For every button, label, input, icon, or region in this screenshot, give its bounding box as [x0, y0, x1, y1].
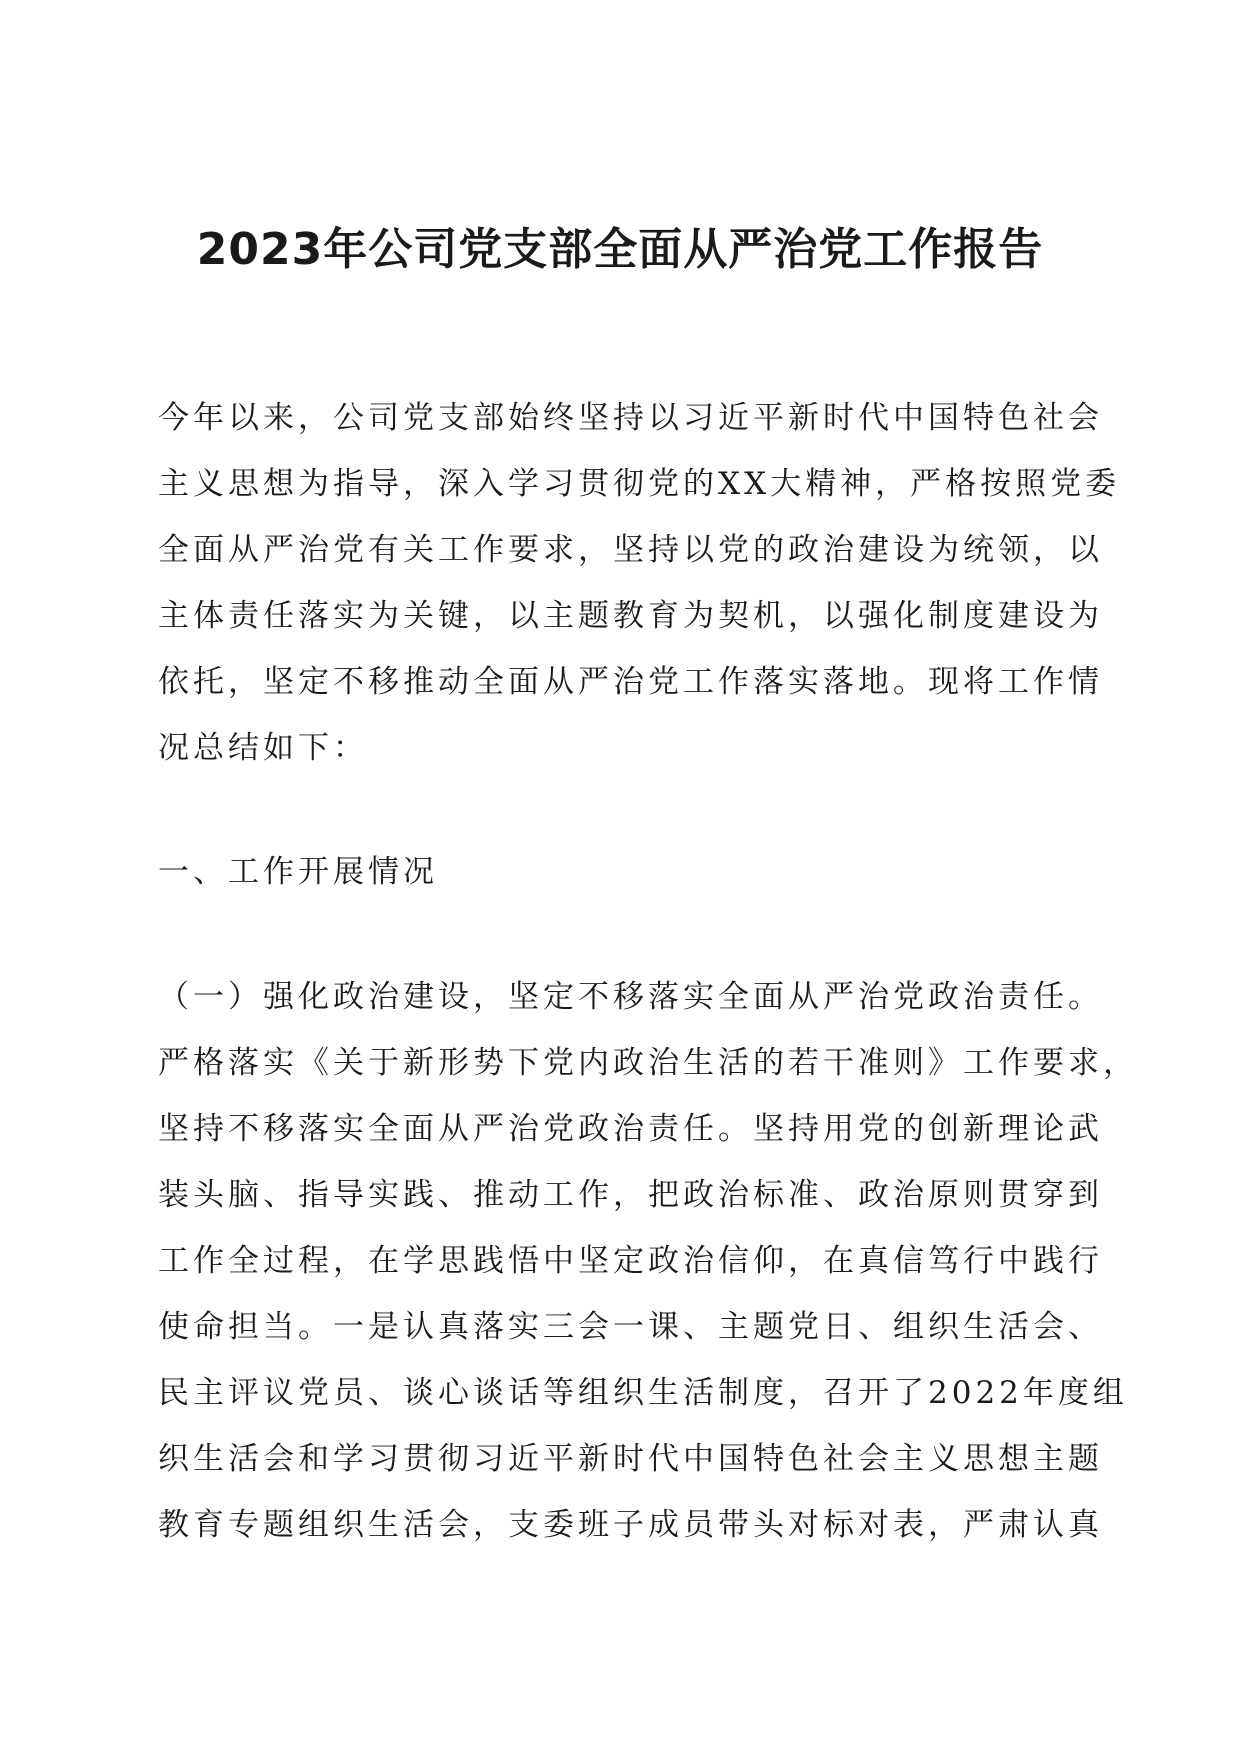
body-line: （一）强化政治建设，坚定不移落实全面从严治党政治责任。: [158, 979, 1103, 1015]
intro-line: 主体责任落实为关键，以主题教育为契机，以强化制度建设为: [158, 598, 1103, 634]
intro-line: 依托，坚定不移推动全面从严治党工作落实落地。现将工作情: [158, 664, 1103, 700]
body-line: 教育专题组织生活会，支委班子成员带头对标对表，严肃认真: [158, 1507, 1103, 1543]
intro-line: 况总结如下：: [158, 730, 368, 766]
body-line: 坚持不移落实全面从严治党政治责任。坚持用党的创新理论武: [158, 1111, 1103, 1147]
document-title: 2023年公司党支部全面从严治党工作报告: [196, 224, 1044, 275]
intro-line: 全面从严治党有关工作要求，坚持以党的政治建设为统领，以: [158, 532, 1103, 568]
body-line: 织生活会和学习贯彻习近平新时代中国特色社会主义思想主题: [158, 1441, 1103, 1477]
body-line: 装头脑、指导实践、推动工作，把政治标准、政治原则贯穿到: [158, 1177, 1103, 1213]
section-heading: 一、工作开展情况: [158, 854, 438, 890]
body-line: 使命担当。一是认真落实三会一课、主题党日、组织生活会、: [158, 1309, 1103, 1345]
body-line: 工作全过程，在学思践悟中坚定政治信仰，在真信笃行中践行: [158, 1243, 1103, 1279]
intro-line: 主义思想为指导，深入学习贯彻党的XX大精神，严格按照党委: [158, 466, 1121, 502]
body-line: 民主评议党员、谈心谈话等组织生活制度，召开了2022年度组: [158, 1375, 1128, 1411]
body-line: 严格落实《关于新形势下党内政治生活的若干准则》工作要求，: [158, 1045, 1138, 1081]
intro-line: 今年以来，公司党支部始终坚持以习近平新时代中国特色社会: [158, 400, 1103, 436]
